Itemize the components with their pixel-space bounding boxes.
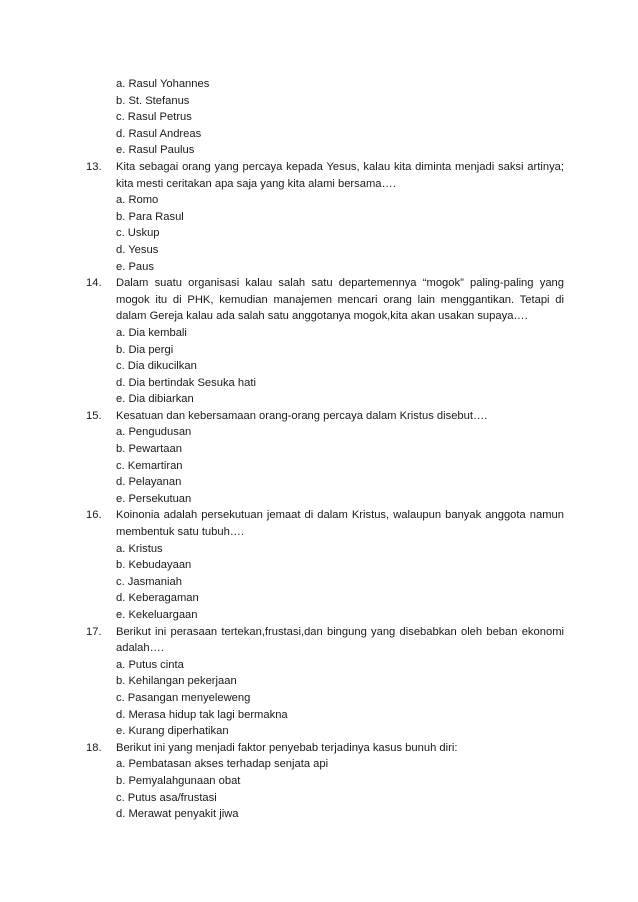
question-18	[86, 740, 564, 757]
question-number: 13.	[86, 160, 102, 173]
question-15	[86, 408, 564, 425]
answer-option: b. Kehilangan pekerjaan	[116, 675, 237, 688]
question-text: Berikut ini perasaan tertekan,frustasi,dan bingung yang disebabkan oleh beban ekonomi adalah….	[116, 625, 564, 655]
answer-option: d. Keberagaman	[116, 592, 199, 605]
question-text: Kita sebagai orang yang percaya kepada Yesus, kalau kita diminta menjadi saksi artinya; kita mesti ceritakan apa saja yang kita alami bersama….	[116, 160, 564, 190]
answer-option: c. Pasangan menyeleweng	[116, 691, 251, 704]
answer-option: c. Dia dikucilkan	[116, 360, 197, 373]
answer-option: b. St. Stefanus	[116, 94, 190, 107]
answer-option: b. Dia pergi	[116, 343, 174, 356]
question-16	[86, 507, 564, 540]
answer-option: a. Putus cinta	[116, 658, 184, 671]
answer-option: d. Dia bertindak Sesuka hati	[116, 376, 256, 389]
question-number: 18.	[86, 741, 102, 754]
answer-option: d. Merasa hidup tak lagi bermakna	[116, 708, 288, 721]
answer-option: c. Kemartiran	[116, 459, 183, 472]
answer-option: e. Kurang diperhatikan	[116, 725, 229, 738]
answer-option: a. Rasul Yohannes	[116, 78, 210, 90]
answer-option: c. Rasul Petrus	[116, 111, 192, 124]
answer-option: b. Para Rasul	[116, 210, 184, 223]
question-text: Koinonia adalah persekutuan jemaat di dalam Kristus, walaupun banyak anggota namun membentuk satu tubuh….	[116, 509, 564, 539]
question-number: 14.	[86, 277, 102, 290]
question-text: Kesatuan dan kebersamaan orang-orang percaya dalam Kristus disebut….	[116, 409, 488, 422]
answer-option: b. Pewartaan	[116, 443, 182, 456]
answer-option: d. Rasul Andreas	[116, 127, 202, 140]
answer-option: d. Pelayanan	[116, 476, 182, 489]
question-number: 16.	[86, 509, 102, 522]
answer-option: a. Pembatasan akses terhadap senjata api	[116, 758, 329, 771]
answer-option: b. Pemyalahgunaan obat	[116, 774, 241, 787]
answer-option: a. Pengudusan	[116, 426, 192, 439]
question-number: 17.	[86, 625, 102, 638]
question-13	[86, 159, 564, 192]
answer-option: d. Yesus	[116, 243, 159, 256]
question-number: 15.	[86, 409, 102, 422]
answer-option: a. Kristus	[116, 542, 163, 555]
question-17	[86, 624, 564, 657]
question-14	[86, 275, 564, 325]
answer-option: a. Dia kembali	[116, 326, 187, 339]
question-list	[86, 76, 564, 823]
answer-option: e. Paus	[116, 260, 154, 273]
question-text: Berikut ini yang menjadi faktor penyebab terjadinya kasus bunuh diri:	[116, 741, 458, 754]
answer-option: d. Merawat penyakit jiwa	[116, 808, 239, 821]
answer-option: e. Kekeluargaan	[116, 609, 198, 621]
answer-option: c. Uskup	[116, 227, 160, 240]
answer-option: e. Persekutuan	[116, 492, 192, 505]
answer-option: c. Jasmaniah	[116, 575, 182, 588]
answer-option: a. Romo	[116, 194, 159, 207]
answer-option: e. Dia dibiarkan	[116, 393, 194, 406]
answer-option: e. Rasul Paulus	[116, 144, 195, 157]
question-text: Dalam suatu organisasi kalau salah satu departemennya “mogok” paling-paling yang mogok itu di PHK, kemudian manajemen mencari orang lain menggantikan. Tetapi di dalam Gereja kalau ada salah satu anggotanya mogok,kita akan usakan supaya….	[116, 277, 564, 323]
answer-option: b. Kebudayaan	[116, 559, 192, 572]
answer-option: c. Putus asa/frustasi	[116, 791, 217, 804]
